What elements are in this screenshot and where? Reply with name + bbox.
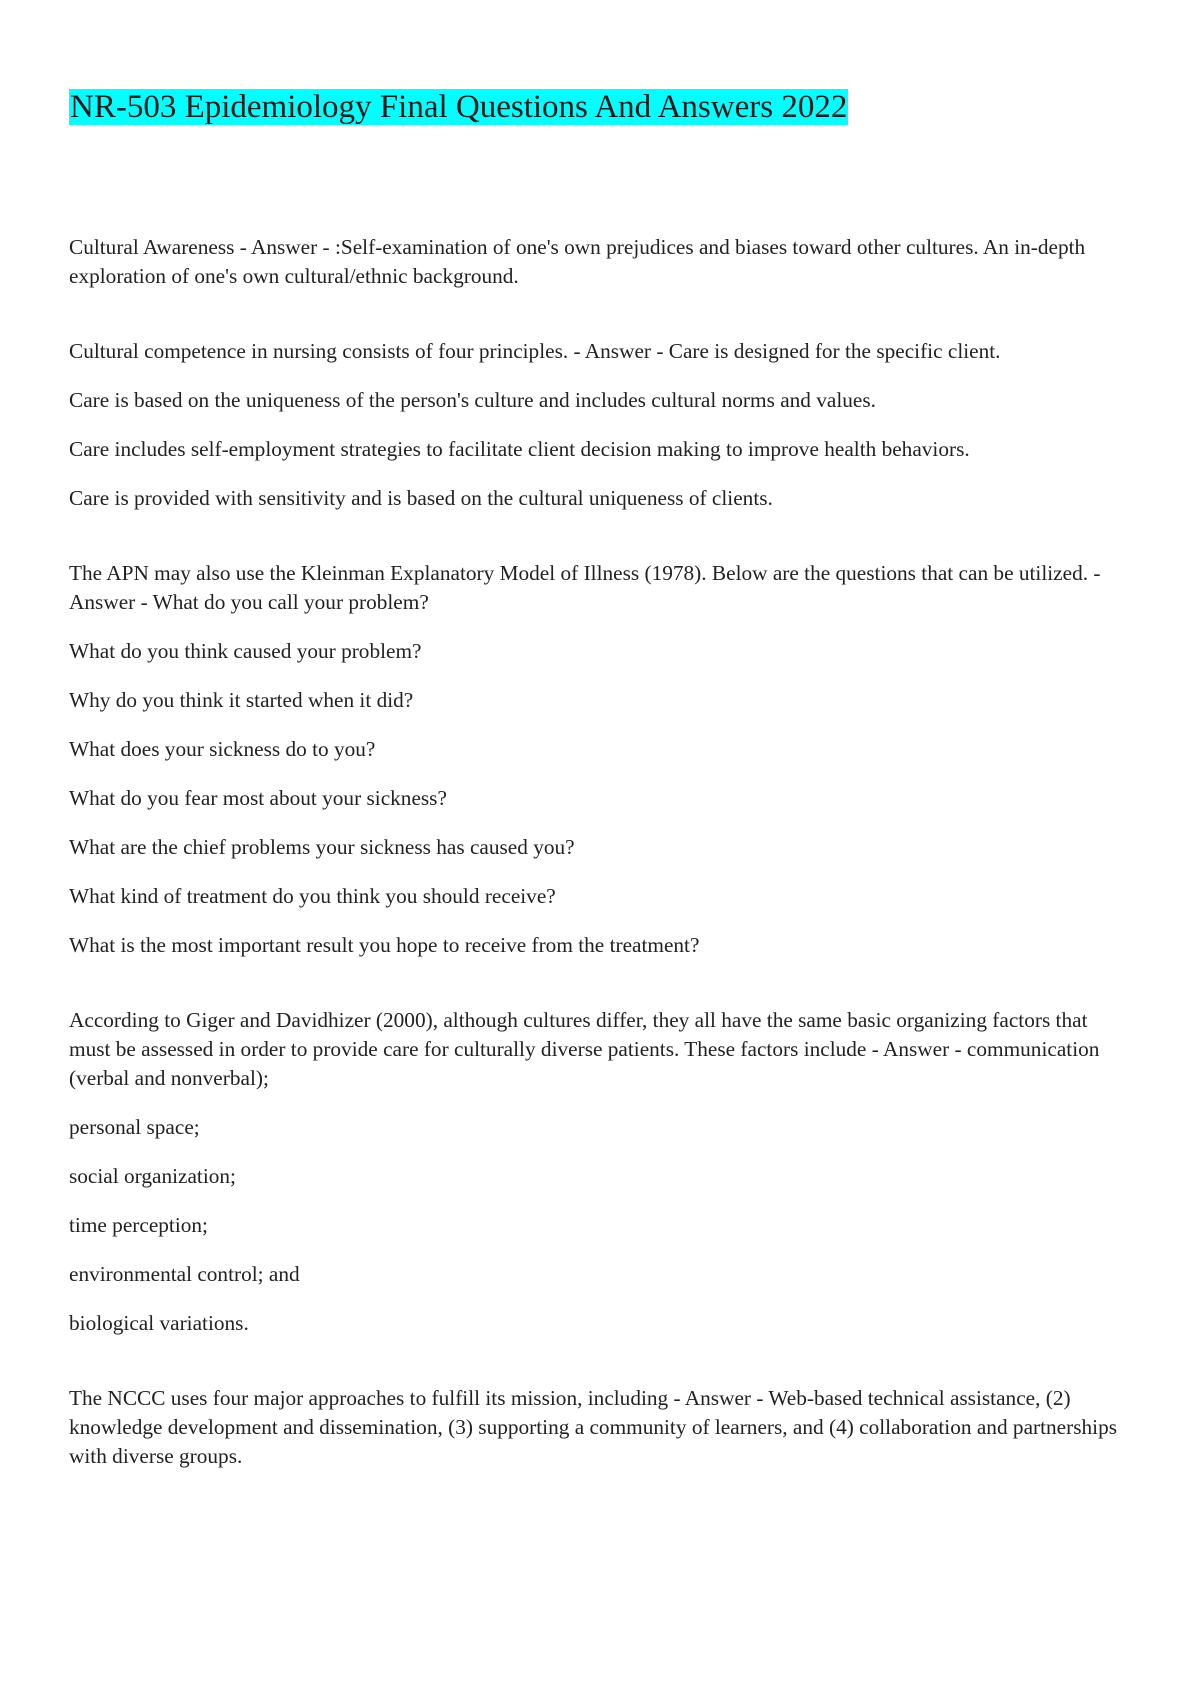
qa-line: What are the chief problems your sickness has caused you? [69, 835, 575, 859]
qa-line: social organization; [69, 1164, 236, 1188]
qa-block-cultural-awareness [69, 233, 1131, 291]
qa-line: What is the most important result you hope to receive from the treatment? [69, 933, 700, 957]
qa-line: Cultural Awareness - Answer - :Self-examination of one's own prejudices and biases toward other cultures. An in-depth exploration of one's own cultural/ethnic background. [69, 235, 1086, 288]
qa-line: The NCCC uses four major approaches to fulfill its mission, including - Answer - Web-based technical assistance, (2) knowledge development and dissemination, (3) supporting a community of learners, and (4) collaboration and partnerships with diverse groups. [69, 1386, 1118, 1468]
qa-content [69, 233, 1131, 1471]
qa-line: According to Giger and Davidhizer (2000), although cultures differ, they all have the same basic organizing factors that must be assessed in order to provide care for culturally diverse patients. These factors include - Answer - communication (verbal and nonverbal); [69, 1008, 1100, 1090]
qa-line: time perception; [69, 1213, 208, 1237]
qa-line: What does your sickness do to you? [69, 737, 376, 761]
qa-line: Care is based on the uniqueness of the person's culture and includes cultural norms and values. [69, 388, 876, 412]
qa-line: biological variations. [69, 1311, 249, 1335]
qa-line: personal space; [69, 1115, 200, 1139]
qa-block-kleinman-model [69, 559, 1131, 960]
qa-line: Cultural competence in nursing consists of four principles. - Answer - Care is designed for the specific client. [69, 339, 1001, 363]
qa-line: environmental control; and [69, 1262, 300, 1286]
qa-line: The APN may also use the Kleinman Explanatory Model of Illness (1978). Below are the questions that can be utilized. - Answer - What do you call your problem? [69, 561, 1101, 614]
document-title [69, 88, 1131, 126]
title-highlight: NR-503 Epidemiology Final Questions And Answers 2022 [70, 89, 848, 125]
qa-line: What do you think caused your problem? [69, 639, 422, 663]
qa-block-giger-davidhizer [69, 1006, 1131, 1338]
qa-line: What do you fear most about your sickness? [69, 786, 447, 810]
qa-line: What kind of treatment do you think you should receive? [69, 884, 556, 908]
qa-line: Why do you think it started when it did? [69, 688, 414, 712]
qa-line: Care is provided with sensitivity and is based on the cultural uniqueness of clients. [69, 486, 773, 510]
qa-block-nccc [69, 1384, 1131, 1471]
qa-line: Care includes self-employment strategies to facilitate client decision making to improve health behaviors. [69, 437, 970, 461]
qa-block-cultural-competence [69, 337, 1131, 513]
